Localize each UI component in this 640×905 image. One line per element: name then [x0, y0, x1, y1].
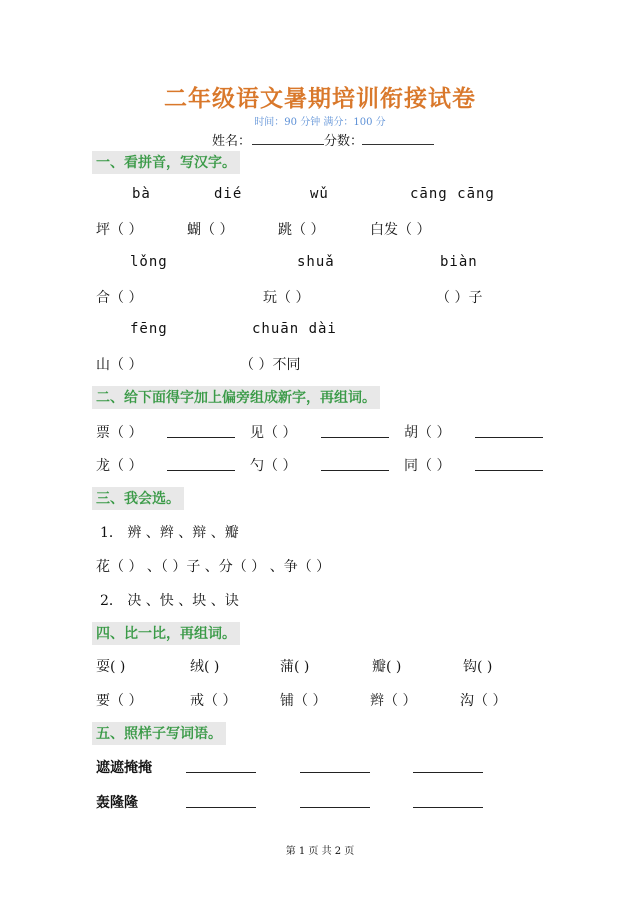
question-options: 1． 辨 、辫 、辩 、瓣: [100, 525, 239, 541]
answer-item[interactable]: 票（ ）: [96, 425, 143, 441]
answer-item[interactable]: 耍( ): [96, 659, 126, 675]
answer-item[interactable]: 勺（ ）: [250, 458, 297, 474]
answer-item[interactable]: 胡（ ）: [404, 425, 451, 441]
answer-item[interactable]: 绒( ): [190, 659, 220, 675]
answer-line[interactable]: [475, 455, 543, 471]
example-word: 遮遮掩掩: [96, 760, 152, 776]
answer-item[interactable]: 见（ ）: [250, 425, 297, 441]
answer-item[interactable]: 跳（ ）: [278, 222, 325, 238]
answer-line[interactable]: [321, 455, 389, 471]
answer-item[interactable]: 花（ ） 、（ ）子 、分（ ） 、争（ ）: [96, 559, 331, 575]
section-1-heading: 一、看拼音，写汉字。: [92, 151, 240, 174]
answer-line[interactable]: [186, 759, 256, 773]
example-word: 轰隆隆: [96, 795, 138, 811]
answer-item[interactable]: 沟（ ）: [460, 693, 507, 709]
answer-line[interactable]: [413, 794, 483, 808]
pinyin: fēng: [130, 321, 168, 337]
pinyin: wǔ: [310, 186, 329, 202]
answer-item[interactable]: 戒（ ）: [190, 693, 237, 709]
pinyin: cāng cāng: [410, 186, 495, 202]
answer-item[interactable]: 白发（ ）: [370, 222, 431, 238]
answer-item[interactable]: 瓣( ): [372, 659, 402, 675]
answer-line[interactable]: [300, 794, 370, 808]
answer-line[interactable]: [186, 794, 256, 808]
name-field[interactable]: [252, 133, 324, 145]
exam-info: 时间：90 分钟 满分：100 分: [254, 117, 386, 128]
answer-item[interactable]: 要（ ）: [96, 693, 143, 709]
answer-line[interactable]: [300, 759, 370, 773]
pinyin: bà: [132, 186, 151, 202]
answer-item[interactable]: 玩（ ）: [263, 290, 310, 306]
answer-item[interactable]: 蝴（ ）: [187, 222, 234, 238]
section-5-heading: 五、照样子写词语。: [92, 722, 226, 745]
name-label: 姓名：: [212, 134, 252, 149]
answer-line[interactable]: [413, 759, 483, 773]
section-3-heading: 三、我会选。: [92, 487, 184, 510]
score-field[interactable]: [362, 133, 434, 145]
answer-item[interactable]: 辫（ ）: [370, 693, 417, 709]
section-4-heading: 四、比一比，再组词。: [92, 622, 240, 645]
pinyin: chuān dài: [252, 321, 337, 337]
answer-item[interactable]: 山（ ）: [96, 357, 143, 373]
answer-item[interactable]: 坪（ ）: [96, 222, 143, 238]
answer-item[interactable]: 铺（ ）: [280, 693, 327, 709]
section-2-heading: 二、给下面得字加上偏旁组成新字，再组词。: [92, 386, 380, 409]
answer-item[interactable]: （ ）子: [436, 290, 483, 306]
answer-item[interactable]: 龙（ ）: [96, 458, 143, 474]
answer-line[interactable]: [475, 422, 543, 438]
pinyin: lǒng: [130, 254, 168, 270]
pinyin: shuǎ: [297, 254, 335, 270]
page-title: 二年级语文暑期培训衔接试卷: [164, 85, 476, 112]
answer-item[interactable]: （ ）不同: [240, 357, 301, 373]
answer-item[interactable]: 同（ ）: [404, 458, 451, 474]
answer-item[interactable]: 蒲( ): [280, 659, 310, 675]
answer-line[interactable]: [167, 422, 235, 438]
pinyin: dié: [214, 186, 243, 202]
answer-line[interactable]: [321, 422, 389, 438]
question-options: 2． 决 、快 、块 、诀: [100, 593, 239, 609]
answer-item[interactable]: 钩( ): [463, 659, 493, 675]
answer-line[interactable]: [167, 455, 235, 471]
score-label: 分数：: [324, 134, 364, 149]
page-number: 第 1 页 共 2 页: [285, 846, 355, 857]
pinyin: biàn: [440, 254, 478, 270]
answer-item[interactable]: 合（ ）: [96, 290, 143, 306]
